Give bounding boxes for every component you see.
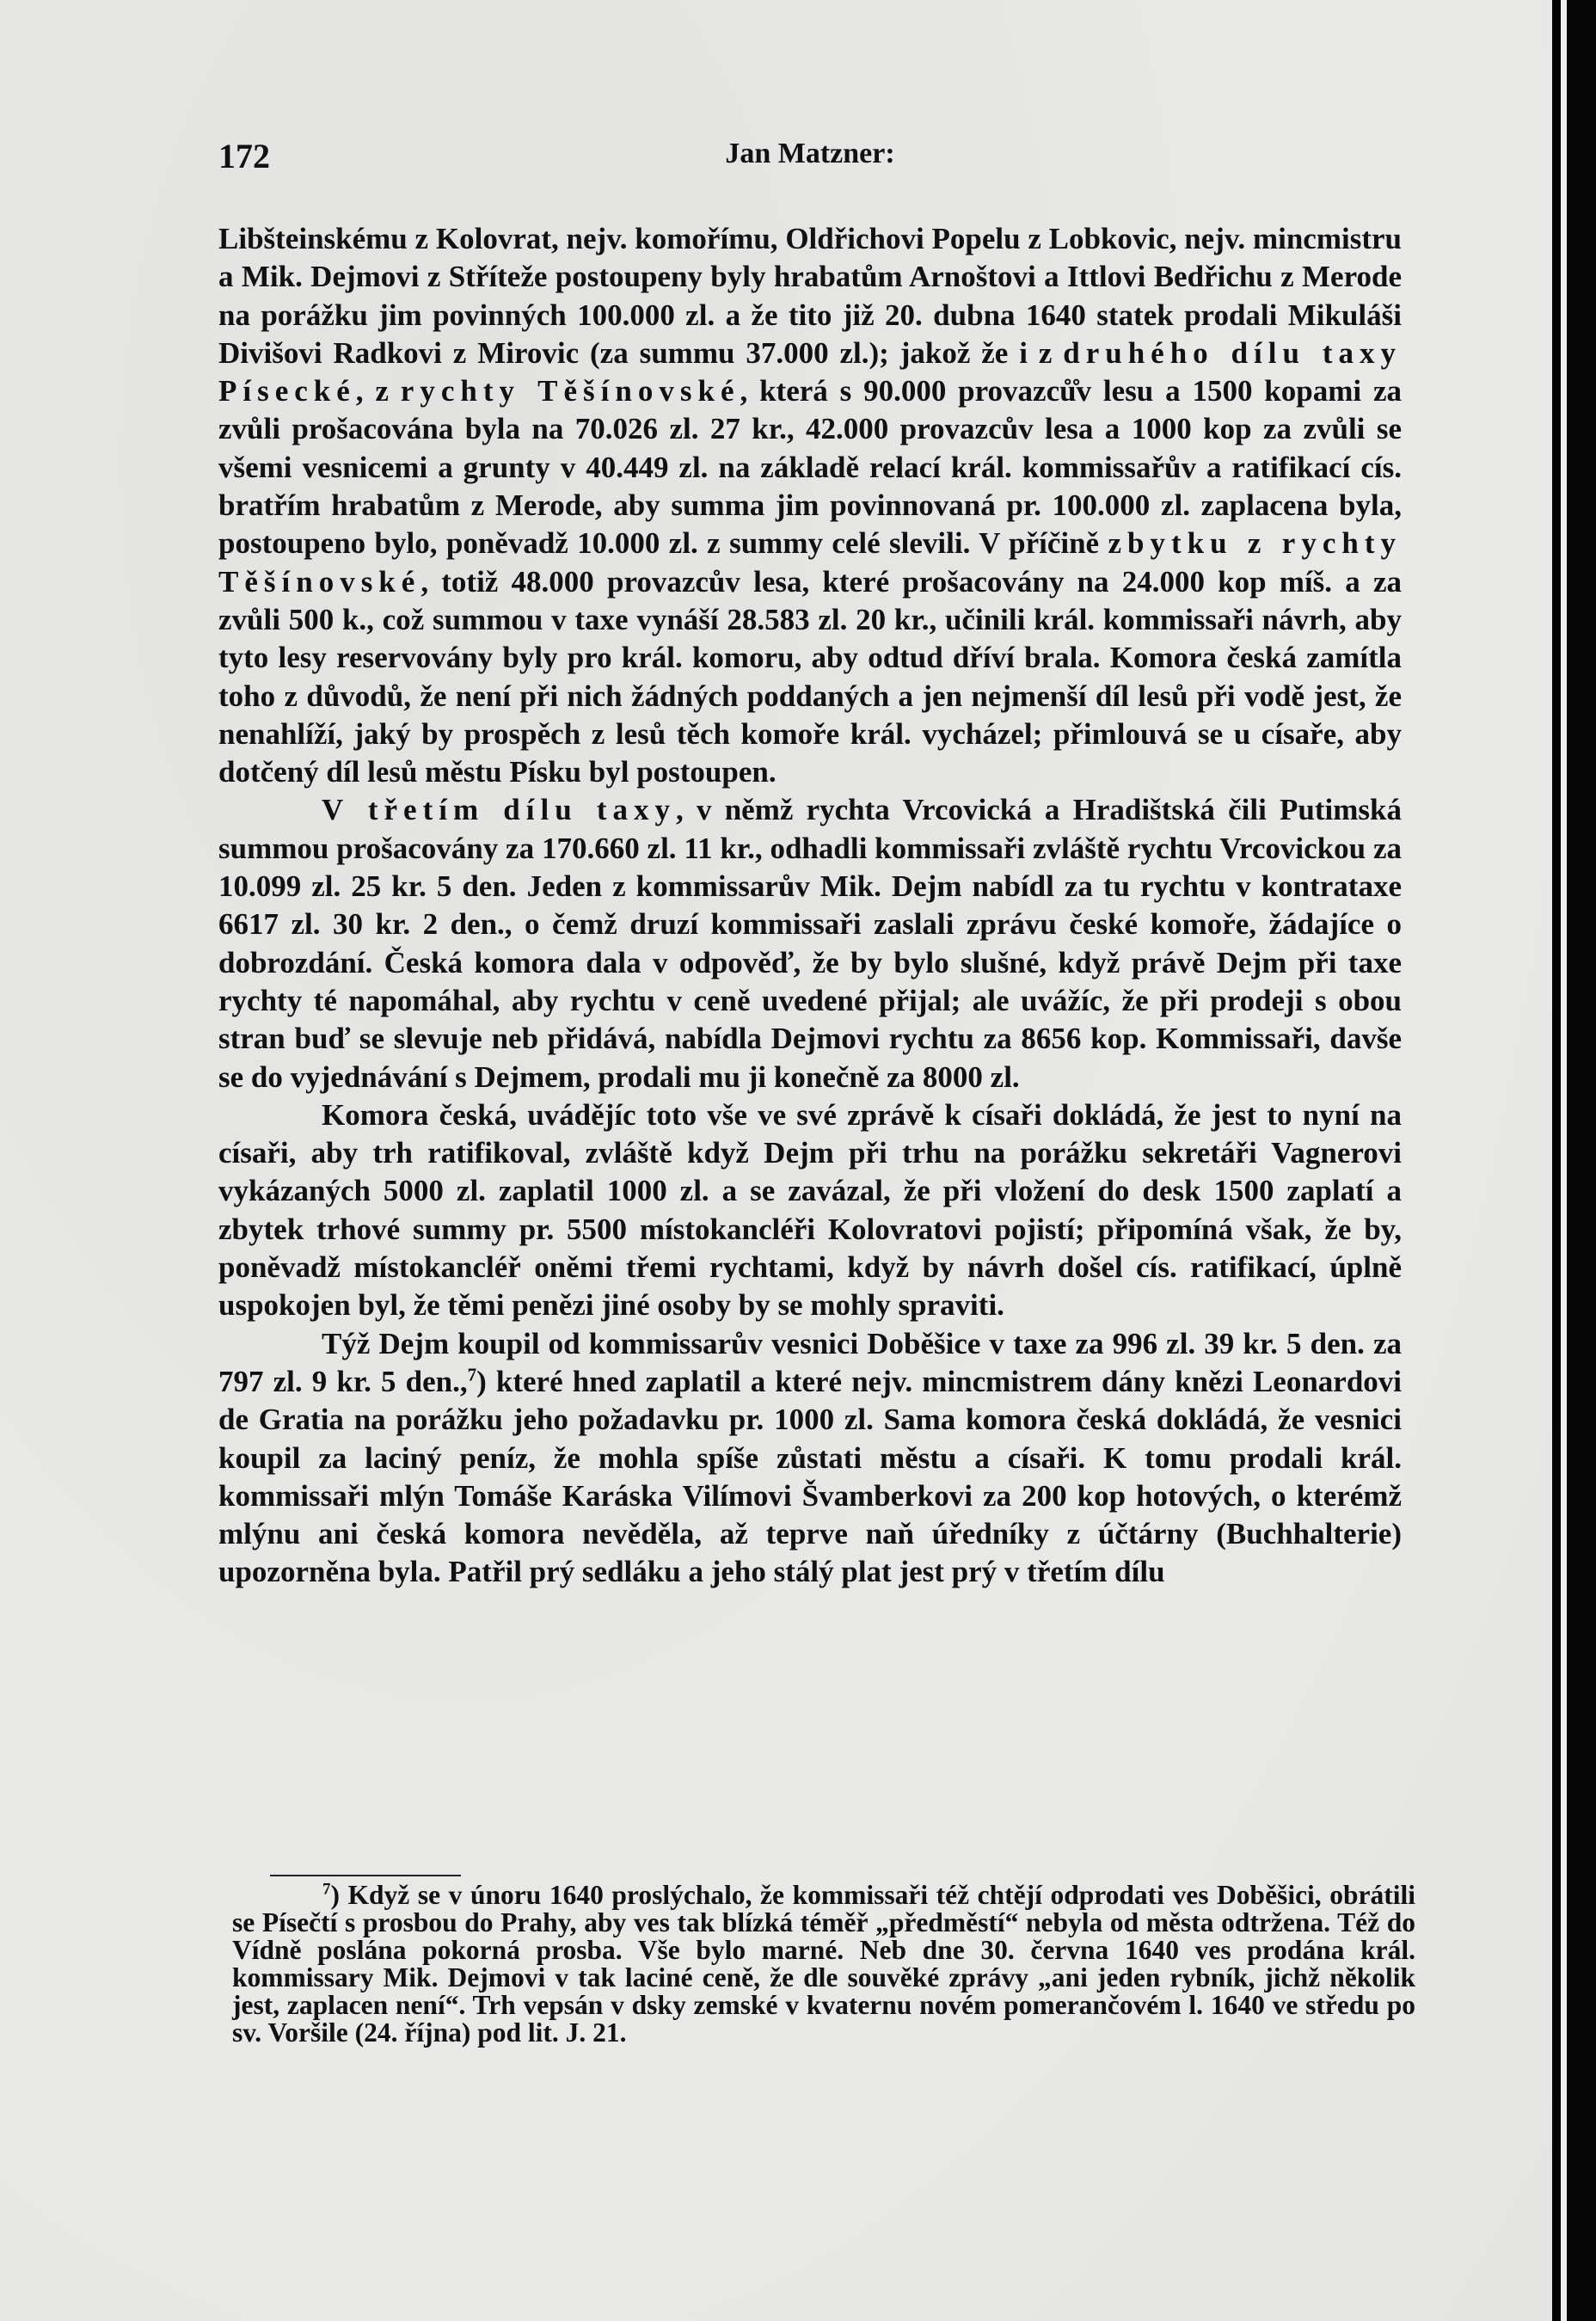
page-number: 172 bbox=[218, 137, 270, 175]
text-run: Komora česká, uvádějíc toto vše ve své zprávě k císaři dokládá, že jest to nyní na císaři, aby trh ratifikoval, zvláště když Dejm při trhu na porážku sekretáři Vagnerovi vykázaných 5000 zl. zaplatil 1000 zl. a se zavázal, že při vložení do desk 1500 zaplatí a zbytek trhové summy pr. 5500 místokancléři Kolovratovi pojistí; připomíná však, že by, poněvadž místokancléř oněmi třemi rychtami, když by návrh došel cís. ratifikací, úplně uspokojen byl, že těmi penězi jiné osoby by se mohly spraviti. bbox=[218, 1097, 1402, 1323]
text-run: , z bbox=[355, 374, 401, 408]
footnote bbox=[232, 1882, 1415, 2047]
text-run: Libšteinskému z Kolovrat, nejv. komořímu, Oldřichovi Popelu z Lobkovic, nejv. mincmistru a Mik. Dejmovi z Střítеže postoupeny byly hrabatům Arnoštovi a Ittlovi Bedřichu z Merode na porážku jim povinných 100.000 zl. a že tito již 20. dubna 1640 statek prodali Mikuláši Divišovi Radkovi z Mirovic (za summu 37.000 zl.); jakož že i z bbox=[218, 222, 1402, 370]
main-text bbox=[218, 220, 1402, 1592]
scan-edge bbox=[1552, 0, 1596, 2321]
paragraph bbox=[218, 1096, 1402, 1325]
paragraph bbox=[218, 220, 1402, 791]
spaced-emphasis: zbytku z rychty Těšínovské bbox=[218, 526, 1403, 599]
spaced-emphasis: V třetím dílu taxy bbox=[322, 793, 677, 827]
footnote-marker: 7 bbox=[467, 1364, 477, 1385]
footnote-marker: 7 bbox=[322, 1880, 331, 1899]
scan-edge-stripe bbox=[1561, 0, 1567, 2321]
paragraph bbox=[218, 1325, 1402, 1592]
text-run: ) které hned zaplatil a které nejv. mincmistrem dány knězi Leonardovi de Gratia na porážku jeho požadavku pr. 1000 zl. Sama komora česká dokládá, že vesnici koupil za laciný peníz, že mohla spíše zůstati městu a císaři. K tomu prodali král. kommissaři mlýn Tomáše Karáska Vilímovi Švamberkovi za 200 kop hotových, o kterémž mlýnu ani česká komora nevěděla, až teprve naň úředníky z účtárny (Buchhalterie) upozorněna byla. Patřil prý sedláku a jeho stálý plat jest prý v třetím dílu bbox=[218, 1364, 1403, 1589]
text-run: ) Když se v únoru 1640 proslýchalo, že kommissaři též chtějí odprodati ves Doběšici, obrátili se Písečtí s prosbou do Prahy, aby ves tak blízká téměř „předměstí“ nebyla od města odtržena. Též do Vídně poslána pokorná prosba. Vše bylo marné. Neb dne 30. června 1640 ves prodána král. kommissary Mik. Dejmovi v tak laciné ceně, že dle souvěké zprávy „ani jeden rybník, jichž několik jest, zaplacen není“. Trh vepsán v dsky zemské v kvaternu novém pomerančovém l. 1640 ve středu po sv. Voršile (24. října) pod lit. J. 21. bbox=[232, 1880, 1415, 2048]
footnote-divider bbox=[270, 1875, 461, 1876]
footnotes bbox=[232, 1882, 1415, 2047]
text-run: Týž Dejm koupil od kommissarův vesnici Doběšice v taxe za 996 zl. 39 kr. 5 den. za 797 zl. 9 kr. 5 den., bbox=[218, 1326, 1402, 1398]
running-title: Jan Matzner: bbox=[725, 138, 895, 169]
spaced-emphasis: rychty Těšínovské bbox=[400, 374, 740, 408]
spaced-emphasis: druhého dílu taxy Písecké bbox=[218, 335, 1402, 408]
text-run: , v němž rychta Vrcovická a Hradištská čili Putimská summou prošacovány za 170.660 zl. 11 kr., odhadli kommissaři zvláště rychtu Vrcovickou za 10.099 zl. 25 kr. 5 den. Jeden z kommissarův Mik. Dejm nabídl za tu rychtu v kontrataxe 6617 zl. 30 kr. 2 den., o čemž druzí kommissaři zaslali zprávu české komoře, žádajíce o dobrozdání. Česká komora dala v odpověď, že by bylo slušné, když právě Dejm při taxe rychty té napomáhal, aby rychtu v ceně uvedené přijal; ale uvážíc, že při prodeji s obou stran buď se slevuje neb přidává, nabídla Dejmovi rychtu za 8656 kop. Kommissaři, davše se do vyjednávání s Dejmem, prodali mu ji konečně za 8000 zl. bbox=[218, 793, 1402, 1094]
text-run: , která s 90.000 provazců̊v lesu a 1500 kopami za zvůli prošacována byla na 70.026 zl. 27 kr., 42.000 provazcův lesa a 1000 kop za zvůli se všemi vesnicemi a grunty v 40.449 zl. na základě relací král. kommissařův a ratifikací cís. bratřím hrabatům z Merode, aby summa jim povinnovaná pr. 100.000 zl. zaplacena byla, postoupeno bylo, poněvadž 10.000 zl. z summy celé slevili. V příčině bbox=[218, 374, 1402, 561]
page-header bbox=[218, 136, 1402, 179]
text-run: , totiž 48.000 provazcův lesa, které prošacovány na 24.000 kop míš. a za zvůli 500 k., což summou v taxe vynáší 28.583 zl. 20 kr., učinili král. kommissaři návrh, aby tyto lesy reservovány byly pro král. komoru, aby odtud dříví brala. Komora česká zamítla toho z důvodů, že není při nich žádných poddaných a jen nejmenší díl lesů při vodě jest, že nenahlíží, jaký by prospěch z lesů těch komoře král. vycházel; přimlouvá se u císaře, aby dotčený díl lesů městu Písku byl postoupen. bbox=[218, 564, 1402, 789]
paragraph bbox=[218, 791, 1402, 1096]
